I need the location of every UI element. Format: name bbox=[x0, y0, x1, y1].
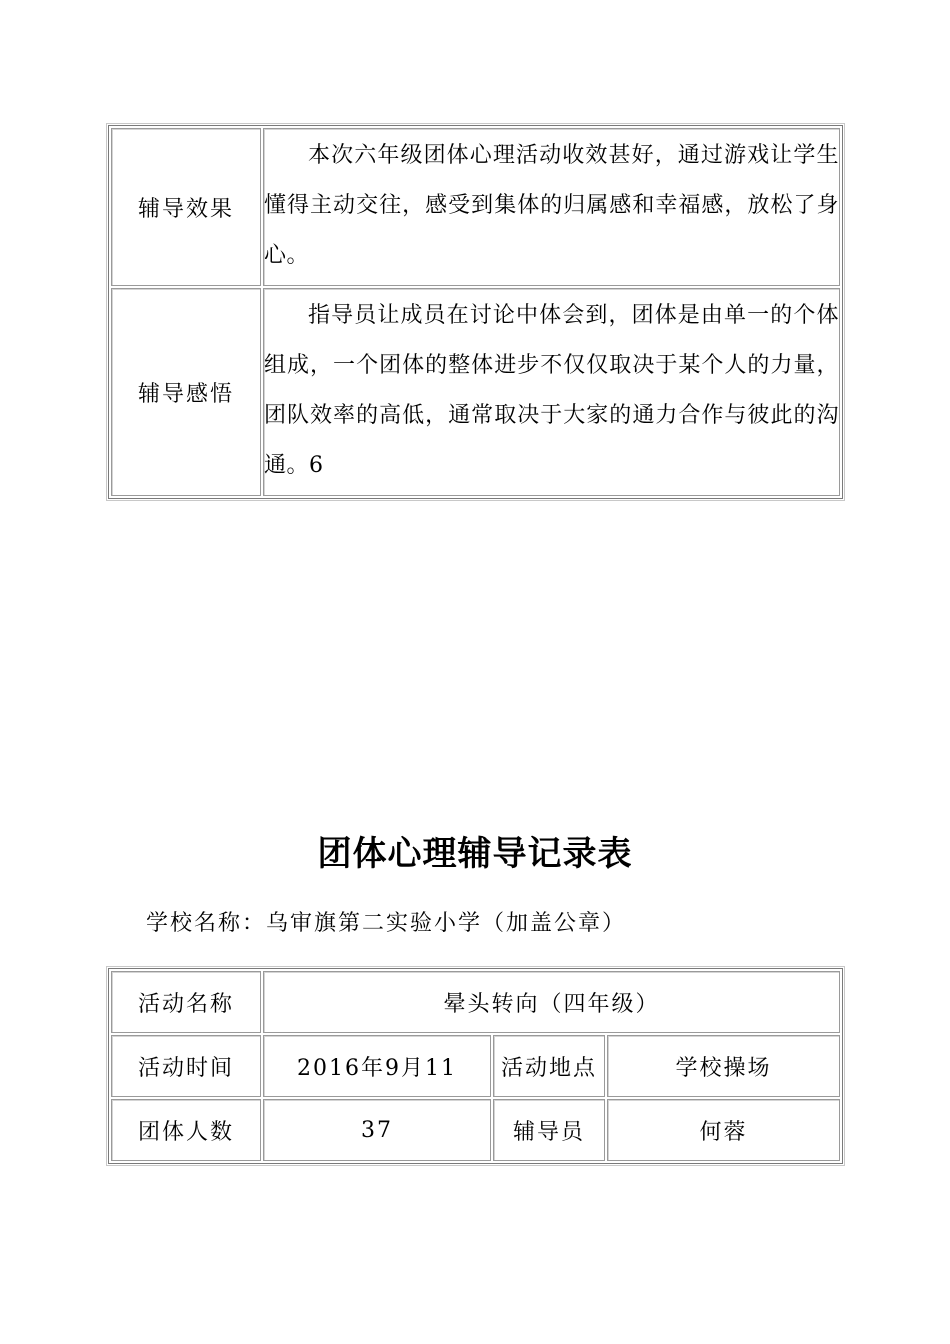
group-size-label: 团体人数 bbox=[111, 1099, 261, 1161]
insight-label: 辅导感悟 bbox=[111, 288, 261, 496]
table-row bbox=[111, 288, 840, 496]
school-label: 学校名称： bbox=[146, 911, 267, 936]
table-row bbox=[111, 1035, 840, 1097]
insight-content bbox=[263, 288, 840, 496]
counseling-record-table-continued bbox=[108, 125, 843, 499]
activity-time-value: 2016年9月11 bbox=[263, 1035, 491, 1097]
table-row bbox=[111, 128, 840, 286]
page-title: 团体心理辅导记录表 bbox=[317, 834, 633, 874]
group-size-value: 37 bbox=[263, 1099, 491, 1161]
effect-label: 辅导效果 bbox=[111, 128, 261, 286]
counselor-label: 辅导员 bbox=[493, 1099, 605, 1161]
counselor-value: 何蓉 bbox=[607, 1099, 840, 1161]
counseling-record-table bbox=[108, 968, 843, 1164]
table-row bbox=[111, 1099, 840, 1161]
insight-text: 指导员让成员在讨论中体会到，团体是由单一的个体组成，一个团体的整体进步不仅仅取决于某个人的力量，团队效率的高低，通常取决于大家的通力合作与彼此的沟通。6 bbox=[264, 303, 839, 478]
school-name: 乌审旗第二实验小学（加盖公章） bbox=[266, 911, 627, 936]
activity-name-label: 活动名称 bbox=[111, 971, 261, 1033]
activity-place-label: 活动地点 bbox=[493, 1035, 605, 1097]
school-name-line bbox=[146, 906, 626, 937]
effect-content bbox=[263, 128, 840, 286]
activity-name-value: 晕头转向（四年级） bbox=[263, 971, 840, 1033]
table-row bbox=[111, 971, 840, 1033]
activity-time-label: 活动时间 bbox=[111, 1035, 261, 1097]
activity-place-value: 学校操场 bbox=[607, 1035, 840, 1097]
effect-text: 本次六年级团体心理活动收效甚好，通过游戏让学生懂得主动交往，感受到集体的归属感和幸福感，放松了身心。 bbox=[264, 143, 839, 268]
